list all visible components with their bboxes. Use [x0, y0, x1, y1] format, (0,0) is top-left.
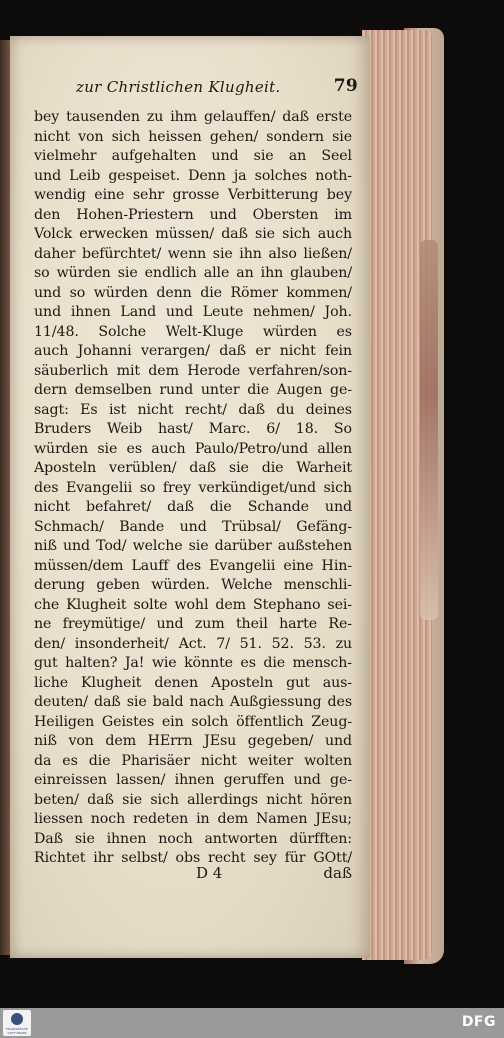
funder-logo[interactable]: DFG: [461, 1014, 496, 1030]
text-line: beten/ daß sie sich allerdings nicht hören: [34, 791, 352, 808]
text-line: auch Johanni verargen/ daß er nicht fein: [34, 343, 352, 359]
book-page: [10, 36, 370, 958]
text-line: sagt: Es ist nicht recht/ daß du deines: [34, 401, 352, 418]
text-line: des Evangelii so frey verkündiget/und sich: [34, 479, 352, 496]
running-title: zur Christlichen Klugheit.: [76, 78, 281, 96]
text-line: dern demselben rund unter die Augen ge-: [34, 382, 352, 398]
text-line: niß von dem HErrn JEsu gegeben/ und: [34, 733, 352, 749]
logo-text-line-2: STIFTUNGEN: [7, 1031, 27, 1035]
text-line: derung geben würden. Welche menschli-: [34, 577, 352, 593]
text-line: so würden sie endlich alle an ihn glauben/: [34, 265, 352, 281]
text-line: niß und Tod/ welche sie darüber außstehen: [34, 538, 352, 554]
text-line: müssen/dem Lauff des Evangelii eine Hin-: [34, 557, 352, 574]
logo-text-line-1: FRANCKESCHE: [5, 1027, 29, 1031]
text-line: den/ insonderheit/ Act. 7/ 51. 52. 53. zu: [34, 635, 352, 652]
text-line: wendig eine sehr grosse Verbitterung bey: [34, 187, 352, 203]
text-line: bey tausenden zu ihm gelauffen/ daß erste: [34, 109, 352, 125]
text-line: liche Klugheit denen Aposteln gut aus-: [34, 674, 352, 691]
text-line: Daß sie ihnen noch antworten dürfften:: [34, 830, 352, 847]
text-line: und Leib gespeiset. Denn ja solches noth-: [34, 167, 352, 184]
text-line: Heiligen Geistes ein solch öffentlich Zeug-: [34, 713, 352, 730]
text-line: Aposteln verüblen/ daß sie die Warheit: [34, 460, 352, 476]
logo-emblem-icon: [11, 1013, 23, 1025]
text-line: Volck erwecken müssen/ daß sie sich auch: [34, 226, 352, 242]
text-line: che Klugheit solte wohl dem Stephano sei-: [34, 596, 352, 613]
body-text: [34, 108, 352, 869]
text-line: den Hohen-Priestern und Obersten im: [34, 206, 352, 223]
text-line: einreissen lassen/ ihnen geruffen und ge-: [34, 772, 352, 788]
attribution-bar: [0, 1008, 504, 1038]
catchword: daß: [323, 864, 352, 882]
text-line: liessen noch redeten in dem Namen JEsu;: [34, 811, 352, 827]
text-line: nicht von sich heissen gehen/ sondern sie: [34, 128, 352, 145]
text-line: und ihnen Land und Leute nehmen/ Joh.: [34, 304, 352, 320]
text-line: und so würden denn die Römer kommen/: [34, 284, 352, 301]
text-line: da es die Pharisäer nicht weiter wolten: [34, 752, 352, 769]
signature-mark: D 4: [196, 864, 223, 882]
page-footer: [34, 864, 352, 884]
institution-logo[interactable]: [3, 1010, 31, 1036]
text-line: säuberlich mit dem Herode verfahren/son-: [34, 362, 352, 379]
text-line: Richtet ihr selbst/ obs recht sey für GOtt/: [34, 850, 352, 866]
text-line: Schmach/ Bande und Trübsal/ Gefäng-: [34, 518, 352, 535]
fore-edge-stain: [420, 240, 438, 620]
text-line: vielmehr aufgehalten und sie an Seel: [34, 148, 352, 164]
text-line: gut halten? Ja! wie könnte es die mensch-: [34, 655, 352, 671]
text-line: 11/48. Solche Welt-Kluge würden es: [34, 323, 352, 340]
text-line: Bruders Weib hast/ Marc. 6/ 18. So: [34, 421, 352, 437]
text-line: daher befürchtet/ wenn sie ihn also ließen/: [34, 245, 352, 262]
text-line: ne freymütige/ und zum theil harte Re-: [34, 616, 352, 632]
text-line: würden sie es auch Paulo/Petro/und allen: [34, 440, 352, 457]
page-number: 79: [333, 76, 358, 96]
text-line: deuten/ daß sie bald nach Außgiessung des: [34, 694, 352, 710]
text-line: nicht befahret/ daß die Schande und: [34, 499, 352, 515]
